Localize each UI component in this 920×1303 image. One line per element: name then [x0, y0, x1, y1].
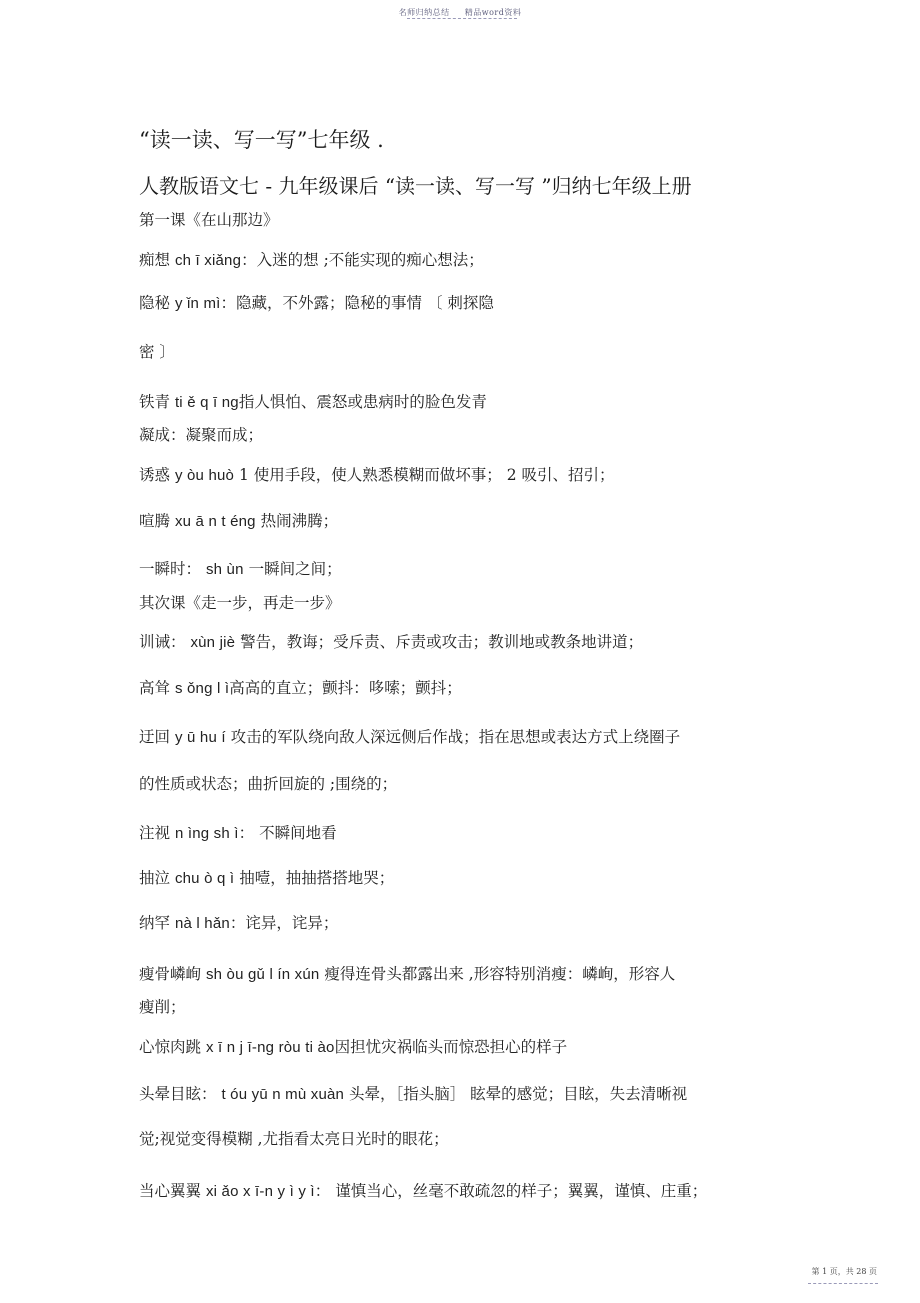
header-divider	[407, 18, 517, 19]
pinyin-text: t óu yū n mù xuàn	[221, 1086, 345, 1103]
text-line	[139, 772, 397, 794]
term-text: 第一课《在山那边》	[139, 211, 279, 229]
text-line	[139, 463, 615, 485]
document-subtitle: 人教版语文七 - 九年级课后 “读一读、写一写 ”归纳七年级上册	[139, 174, 692, 198]
pinyin-text: y ǐn mì	[174, 295, 221, 312]
text-line	[139, 911, 338, 933]
text-line	[139, 725, 680, 747]
definition-text: ：诧异，诧异；	[229, 914, 339, 932]
term-text: 瘦削；	[139, 998, 186, 1016]
text-line	[139, 821, 337, 843]
term-text: 一瞬时：	[139, 560, 206, 578]
text-line	[139, 962, 675, 984]
term-text: 注视	[139, 824, 175, 842]
term-text: 凝成：凝聚而成；	[139, 426, 264, 444]
definition-text: 攻击的军队绕向敌人深远侧后作战；指在思想或表达方式上绕圈子	[225, 728, 681, 746]
term-text: 高耸	[139, 679, 175, 697]
text-line	[139, 340, 175, 362]
pinyin-text: sh òu gǔ l ín xún	[205, 966, 320, 983]
text-line	[139, 1127, 449, 1149]
pinyin-text: nà l hǎn	[174, 915, 230, 932]
pinyin-text: xu ā n t éng	[174, 513, 256, 530]
pinyin-text: y ū hu í	[174, 729, 226, 746]
definition-text: 高高的直立；颤抖：哆嗦；颤抖；	[229, 679, 462, 697]
term-text: 密 〕	[139, 343, 175, 361]
definition-text: 一瞬间之间；	[243, 560, 342, 578]
page-footer: 第 1 页，共 28 页	[811, 1267, 877, 1276]
pinyin-text: ti ě q ī ng	[174, 394, 239, 411]
term-text: 隐秘	[139, 294, 175, 312]
pinyin-text: n ìng sh ì	[174, 825, 239, 842]
term-text: 其次课《走一步，再走一步》	[139, 594, 341, 612]
definition-text: 指人惧怕、震怒或患病时的脸色发青	[238, 393, 487, 411]
definition-text: ：隐藏，不外露；隐秘的事情 〔 刺探隐	[220, 294, 494, 312]
text-line	[139, 423, 263, 445]
header-right-text: 精品word资料	[464, 8, 522, 17]
term-text: 头晕目眩：	[139, 1085, 222, 1103]
definition-text: ：入迷的想 ;不能实现的痴心想法；	[241, 251, 484, 269]
text-line	[139, 995, 186, 1017]
term-text: 当心翼翼	[139, 1182, 206, 1200]
text-line	[139, 557, 342, 579]
text-line	[139, 390, 487, 412]
pinyin-text: y òu huò	[174, 467, 235, 484]
definition-text: 1 使用手段，使人熟悉模糊而做坏事； 2 吸引、招引；	[234, 466, 615, 484]
text-line	[139, 291, 494, 313]
term-text: 训诫：	[139, 633, 191, 651]
definition-text: ： 谨慎当心，丝毫不敢疏忽的样子；翼翼，谨慎、庄重；	[314, 1182, 708, 1200]
text-line	[139, 1082, 687, 1104]
pinyin-text: xùn jiè	[190, 634, 236, 651]
header-left-text: 名师归纳总结	[398, 8, 450, 17]
text-line	[139, 630, 643, 652]
definition-text: 抽噎，抽抽搭搭地哭；	[234, 869, 395, 887]
definition-text: 瘦得连骨头都露出来 ,形容特别消瘦：嶙峋，形容人	[319, 965, 676, 983]
term-text: 痴想	[139, 251, 175, 269]
text-line	[139, 509, 338, 531]
text-line	[139, 248, 484, 270]
text-line	[139, 1035, 567, 1057]
text-line	[139, 676, 462, 698]
term-text: 觉;视觉变得模糊 ,尤指看太亮日光时的眼花；	[139, 1130, 449, 1148]
term-text: 纳罕	[139, 914, 175, 932]
text-line	[139, 866, 394, 888]
term-text: 抽泣	[139, 869, 175, 887]
text-line	[139, 208, 279, 230]
definition-text: 因担忧灾祸临头而惊恐担心的样子	[334, 1038, 568, 1056]
term-text: 喧腾	[139, 512, 175, 530]
page-header	[0, 7, 920, 18]
term-text: 迂回	[139, 728, 175, 746]
text-line	[139, 591, 341, 613]
term-text: 瘦骨嶙峋	[139, 965, 206, 983]
document-title: “读一读、写一写”七年级 .	[139, 128, 384, 152]
pinyin-text: s ǒng l ì	[174, 680, 230, 697]
footer-divider	[808, 1283, 878, 1284]
term-text: 诱惑	[139, 466, 175, 484]
definition-text: 热闹沸腾；	[255, 512, 339, 530]
pinyin-text: chu ò q ì	[174, 870, 235, 887]
term-text: 的性质或状态；曲折回旋的 ;围绕的；	[139, 775, 398, 793]
text-line	[139, 1179, 707, 1201]
definition-text: 头晕，［指头脑］ 眩晕的感觉；目眩，失去清晰视	[344, 1085, 688, 1103]
term-text: 铁青	[139, 393, 175, 411]
pinyin-text: sh ùn	[205, 561, 244, 578]
pinyin-text: xi ǎo x ī-n y ì y ì	[205, 1183, 315, 1200]
pinyin-text: ch ī xiǎng	[174, 252, 242, 269]
term-text: 心惊肉跳	[139, 1038, 206, 1056]
pinyin-text: x ī n j ī-ng ròu ti ào	[205, 1039, 335, 1056]
definition-text: 警告，教诲；受斥责、斥责或攻击；教训地或教条地讲道；	[235, 633, 644, 651]
definition-text: ： 不瞬间地看	[238, 824, 337, 842]
